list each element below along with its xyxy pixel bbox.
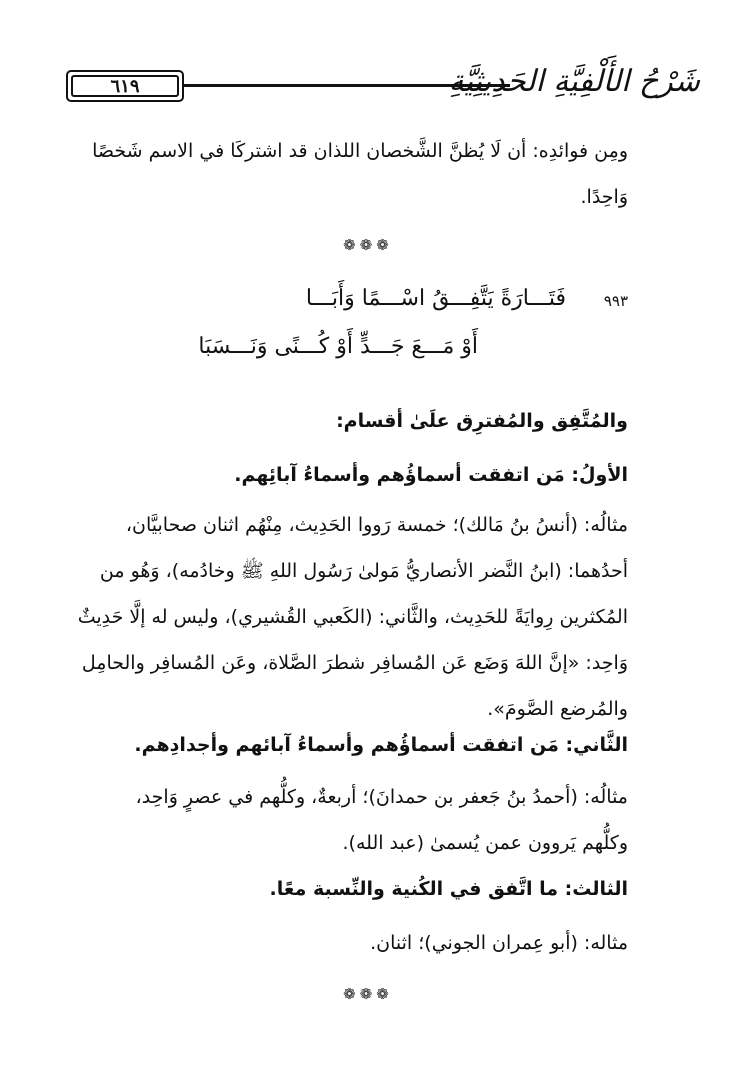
running-header bbox=[60, 62, 700, 120]
ornament-divider-1: ❁❁❁ bbox=[343, 236, 393, 254]
running-title: شَرْحُ الأَلْفِيَّةِ الحَدِيثِيَّةِ bbox=[448, 64, 700, 99]
section-intro: والمُتَّفِق والمُفترِق علَىٰ أقسام: bbox=[336, 410, 628, 432]
first-line-2: أحدُهما: (ابنُ النَّضر الأنصاريُّ مَولىٰ رَسُول اللهِ ﷺ وخادُمه)، وَهُو من bbox=[99, 560, 628, 582]
intro-paragraph bbox=[58, 128, 628, 220]
intro-line-2: وَاحِدًا. bbox=[580, 186, 628, 208]
intro-line-1: ومِن فوائدِه: أن لَا يُظنَّ الشَّخصان اللذان قد اشتركَا في الاسم شَخصًا bbox=[92, 140, 628, 162]
page-number: ٦١٩ bbox=[110, 75, 140, 97]
verse-number: ٩٩٣ bbox=[603, 292, 628, 310]
ornament-divider-2: ❁❁❁ bbox=[343, 985, 393, 1003]
page-number-frame bbox=[66, 70, 184, 102]
second-line-2: وكلُّهم يَروون عمن يُسمىٰ (عبد الله). bbox=[342, 832, 628, 854]
first-category-paragraph bbox=[58, 502, 628, 732]
first-line-1: مثالُه: (أنسُ بنُ مَالك)؛ خمسة رَووا الحَدِيث، مِنْهُم اثنان صحابيَّان، bbox=[125, 514, 628, 536]
first-line-5: والمُرضع الصَّومَ». bbox=[487, 698, 628, 720]
first-category-heading: الأولُ: مَن اتفقت أسماؤُهم وأسماءُ آبائِهم. bbox=[234, 464, 628, 486]
third-category-heading: الثالث: ما اتَّفق في الكُنية والنِّسبة معًا. bbox=[269, 878, 628, 900]
verse-first-hemistich: فَتَـــارَةً يَتَّفِـــقُ اسْـــمًا وَأَبَـــا bbox=[305, 286, 566, 311]
second-line-1: مثالُه: (أحمدُ بنُ جَعفر بن حمدانَ)؛ أربعةٌ، وكلُّهم في عصرٍ وَاحِد، bbox=[135, 786, 628, 808]
second-category-paragraph bbox=[58, 774, 628, 866]
first-line-3: المُكثرين رِوايَةً للحَدِيث، والثَّاني: (الكَعبي القُشيري)، وليس له إلَّا حَدِيثٌ bbox=[77, 606, 628, 628]
third-category-line: مثاله: (أبو عِمران الجوني)؛ اثنان. bbox=[370, 932, 628, 954]
second-category-heading: الثَّاني: مَن اتفقت أسماؤُهم وأسماءُ آبائهم وأجدادِهم. bbox=[134, 734, 628, 756]
first-line-4: وَاحِد: «إنَّ اللهَ وَضَع عَن المُسافِر شطرَ الصَّلاة، وعَن المُسافِر والحامِل bbox=[81, 652, 628, 674]
verse-second-hemistich: أَوْ مَـــعَ جَـــدٍّ أَوْ كُـــنًى وَنَـــسَبَا bbox=[198, 334, 478, 359]
